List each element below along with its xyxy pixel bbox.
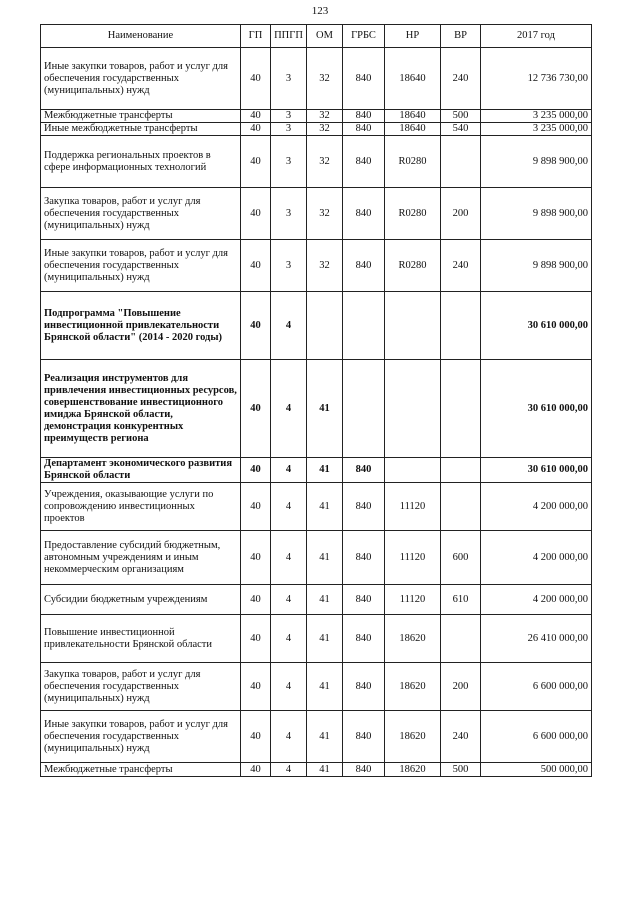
row-ppgp-cell: 3 (271, 188, 307, 240)
row-vr-cell: 500 (441, 763, 481, 777)
row-grbs-cell: 840 (343, 663, 385, 711)
row-gp-cell: 40 (241, 136, 271, 188)
row-name-cell: Иные закупки товаров, работ и услуг для обеспечения государственных (муниципальных) нужд (41, 240, 241, 292)
row-nr-cell: 11120 (385, 531, 441, 585)
row-gp-cell: 40 (241, 711, 271, 763)
header-row (41, 25, 592, 48)
row-om-cell: 41 (307, 458, 343, 483)
row-name-cell: Подпрограмма "Повышение инвестиционной привлекательности Брянской области" (2014 - 2020 годы) (41, 292, 241, 360)
row-ppgp-cell: 4 (271, 711, 307, 763)
row-grbs-cell: 840 (343, 240, 385, 292)
row-om-cell: 32 (307, 110, 343, 123)
row-ppgp-cell: 3 (271, 48, 307, 110)
row-ppgp-cell: 4 (271, 292, 307, 360)
table-row (41, 711, 592, 763)
column-header-om: ОМ (307, 25, 343, 48)
row-grbs-cell: 840 (343, 136, 385, 188)
row-vr-cell: 240 (441, 240, 481, 292)
row-gp-cell: 40 (241, 663, 271, 711)
row-grbs-cell: 840 (343, 188, 385, 240)
row-gp-cell: 40 (241, 48, 271, 110)
table-row (41, 188, 592, 240)
row-vr-cell (441, 292, 481, 360)
budget-table (40, 24, 592, 777)
row-amount-cell: 3 235 000,00 (481, 123, 592, 136)
row-nr-cell: R0280 (385, 188, 441, 240)
row-ppgp-cell: 4 (271, 360, 307, 458)
row-grbs-cell (343, 292, 385, 360)
row-vr-cell: 240 (441, 48, 481, 110)
table-row (41, 458, 592, 483)
row-ppgp-cell: 3 (271, 240, 307, 292)
row-ppgp-cell: 4 (271, 585, 307, 615)
row-ppgp-cell: 3 (271, 136, 307, 188)
row-ppgp-cell: 4 (271, 531, 307, 585)
table-row (41, 240, 592, 292)
row-grbs-cell: 840 (343, 483, 385, 531)
row-grbs-cell: 840 (343, 110, 385, 123)
row-nr-cell: 18620 (385, 663, 441, 711)
row-nr-cell: 18640 (385, 110, 441, 123)
row-vr-cell (441, 136, 481, 188)
row-vr-cell (441, 458, 481, 483)
row-grbs-cell: 840 (343, 763, 385, 777)
row-nr-cell (385, 292, 441, 360)
row-nr-cell (385, 360, 441, 458)
table-row (41, 531, 592, 585)
row-amount-cell: 30 610 000,00 (481, 360, 592, 458)
row-name-cell: Субсидии бюджетным учреждениям (41, 585, 241, 615)
row-name-cell: Иные закупки товаров, работ и услуг для обеспечения государственных (муниципальных) нужд (41, 711, 241, 763)
table-row (41, 615, 592, 663)
row-grbs-cell: 840 (343, 458, 385, 483)
row-gp-cell: 40 (241, 763, 271, 777)
row-name-cell: Департамент экономического развития Брянской области (41, 458, 241, 483)
row-amount-cell: 4 200 000,00 (481, 531, 592, 585)
row-amount-cell: 12 736 730,00 (481, 48, 592, 110)
row-amount-cell: 30 610 000,00 (481, 458, 592, 483)
row-nr-cell: 18640 (385, 123, 441, 136)
row-ppgp-cell: 4 (271, 663, 307, 711)
row-om-cell: 32 (307, 123, 343, 136)
row-nr-cell: 18620 (385, 711, 441, 763)
row-grbs-cell: 840 (343, 711, 385, 763)
row-amount-cell: 4 200 000,00 (481, 585, 592, 615)
row-name-cell: Межбюджетные трансферты (41, 110, 241, 123)
row-om-cell: 41 (307, 711, 343, 763)
row-gp-cell: 40 (241, 123, 271, 136)
table-row (41, 110, 592, 123)
row-vr-cell (441, 615, 481, 663)
row-gp-cell: 40 (241, 531, 271, 585)
row-om-cell (307, 292, 343, 360)
row-om-cell: 41 (307, 615, 343, 663)
row-grbs-cell (343, 360, 385, 458)
row-amount-cell: 500 000,00 (481, 763, 592, 777)
table-row (41, 136, 592, 188)
row-grbs-cell: 840 (343, 531, 385, 585)
row-amount-cell: 4 200 000,00 (481, 483, 592, 531)
row-om-cell: 41 (307, 483, 343, 531)
row-grbs-cell: 840 (343, 585, 385, 615)
row-ppgp-cell: 4 (271, 483, 307, 531)
table-row (41, 483, 592, 531)
row-om-cell: 32 (307, 188, 343, 240)
row-grbs-cell: 840 (343, 48, 385, 110)
row-gp-cell: 40 (241, 483, 271, 531)
row-nr-cell: 18620 (385, 763, 441, 777)
table-row (41, 292, 592, 360)
table-row (41, 763, 592, 777)
column-header-nr: НР (385, 25, 441, 48)
row-name-cell: Закупка товаров, работ и услуг для обеспечения государственных (муниципальных) нужд (41, 663, 241, 711)
row-name-cell: Реализация инструментов для привлечения инвестиционных ресурсов, совершенствование инвестиционного имиджа Брянской области, демонстрация конкурентных преимуществ региона (41, 360, 241, 458)
table-body (41, 48, 592, 777)
row-vr-cell: 600 (441, 531, 481, 585)
row-om-cell: 41 (307, 763, 343, 777)
row-gp-cell: 40 (241, 585, 271, 615)
column-header-grbs: ГРБС (343, 25, 385, 48)
row-nr-cell: 11120 (385, 585, 441, 615)
row-name-cell: Повышение инвестиционной привлекательности Брянской области (41, 615, 241, 663)
row-om-cell: 41 (307, 585, 343, 615)
row-om-cell: 41 (307, 360, 343, 458)
row-nr-cell: R0280 (385, 136, 441, 188)
row-name-cell: Предоставление субсидий бюджетным, автономным учреждениям и иным некоммерческим организациям (41, 531, 241, 585)
row-amount-cell: 9 898 900,00 (481, 188, 592, 240)
row-gp-cell: 40 (241, 188, 271, 240)
row-nr-cell: 18620 (385, 615, 441, 663)
table-row (41, 123, 592, 136)
row-name-cell: Учреждения, оказывающие услуги по сопровождению инвестиционных проектов (41, 483, 241, 531)
row-gp-cell: 40 (241, 240, 271, 292)
row-amount-cell: 9 898 900,00 (481, 136, 592, 188)
column-header-name: Наименование (41, 25, 241, 48)
row-amount-cell: 6 600 000,00 (481, 663, 592, 711)
row-name-cell: Иные закупки товаров, работ и услуг для обеспечения государственных (муниципальных) нужд (41, 48, 241, 110)
row-vr-cell: 540 (441, 123, 481, 136)
row-name-cell: Поддержка региональных проектов в сфере информационных технологий (41, 136, 241, 188)
column-header-amount: 2017 год (481, 25, 592, 48)
row-vr-cell (441, 360, 481, 458)
column-header-ppgp: ППГП (271, 25, 307, 48)
row-name-cell: Межбюджетные трансферты (41, 763, 241, 777)
row-ppgp-cell: 4 (271, 763, 307, 777)
row-om-cell: 32 (307, 136, 343, 188)
row-nr-cell: 18640 (385, 48, 441, 110)
row-grbs-cell: 840 (343, 123, 385, 136)
row-gp-cell: 40 (241, 292, 271, 360)
table-row (41, 48, 592, 110)
row-vr-cell: 610 (441, 585, 481, 615)
row-amount-cell: 26 410 000,00 (481, 615, 592, 663)
page-number: 123 (311, 5, 329, 17)
row-amount-cell: 6 600 000,00 (481, 711, 592, 763)
row-gp-cell: 40 (241, 110, 271, 123)
table-row (41, 360, 592, 458)
row-amount-cell: 30 610 000,00 (481, 292, 592, 360)
column-header-vr: ВР (441, 25, 481, 48)
row-vr-cell: 240 (441, 711, 481, 763)
row-grbs-cell: 840 (343, 615, 385, 663)
column-header-gp: ГП (241, 25, 271, 48)
row-gp-cell: 40 (241, 458, 271, 483)
row-om-cell: 32 (307, 240, 343, 292)
row-nr-cell: 11120 (385, 483, 441, 531)
row-ppgp-cell: 3 (271, 123, 307, 136)
row-ppgp-cell: 4 (271, 615, 307, 663)
row-vr-cell: 200 (441, 188, 481, 240)
row-vr-cell (441, 483, 481, 531)
row-ppgp-cell: 4 (271, 458, 307, 483)
table-row (41, 585, 592, 615)
row-om-cell: 32 (307, 48, 343, 110)
row-nr-cell (385, 458, 441, 483)
row-name-cell: Иные межбюджетные трансферты (41, 123, 241, 136)
row-gp-cell: 40 (241, 615, 271, 663)
row-om-cell: 41 (307, 531, 343, 585)
row-nr-cell: R0280 (385, 240, 441, 292)
row-vr-cell: 500 (441, 110, 481, 123)
table-row (41, 663, 592, 711)
row-ppgp-cell: 3 (271, 110, 307, 123)
row-vr-cell: 200 (441, 663, 481, 711)
row-amount-cell: 9 898 900,00 (481, 240, 592, 292)
row-om-cell: 41 (307, 663, 343, 711)
row-gp-cell: 40 (241, 360, 271, 458)
row-amount-cell: 3 235 000,00 (481, 110, 592, 123)
row-name-cell: Закупка товаров, работ и услуг для обеспечения государственных (муниципальных) нужд (41, 188, 241, 240)
